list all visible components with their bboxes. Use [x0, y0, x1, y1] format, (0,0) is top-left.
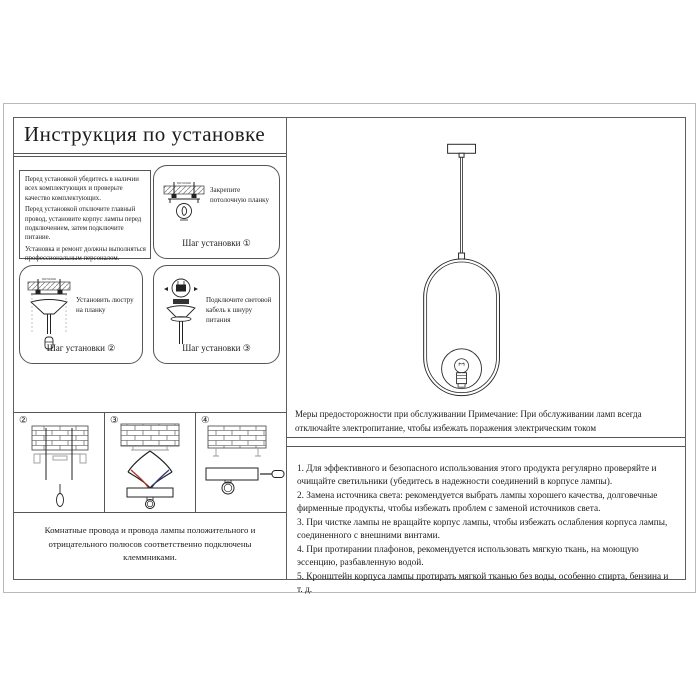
- right-panel: [287, 118, 685, 596]
- diagram-col-4: [196, 413, 286, 512]
- maintenance-list: [287, 446, 685, 596]
- intro-line: Установка и ремонт должны выполняться профессиональным персоналом.: [25, 245, 146, 262]
- svg-text:ПОТОЛОК: ПОТОЛОК: [176, 181, 192, 185]
- intro-line: Перед установкой отключите главный провод, установите корпус лампы перед подключением, затем подключите питание.: [25, 206, 142, 242]
- page-title: Инструкция по установке: [14, 118, 286, 154]
- content-frame: [13, 117, 686, 596]
- diagram-strip: [14, 412, 286, 513]
- intro-line: Перед установкой убедитесь в наличии всех комплектующих и проверьте качество комплектующих.: [25, 176, 139, 202]
- wiring-note: Комнатные провода и провода лампы положительного и отрицательного полюсов соответственно подключены клеммниками.: [44, 525, 256, 563]
- diagram-col-2: [14, 413, 105, 512]
- screwdriver-fix-diagram-icon: [196, 420, 286, 512]
- diagram-number: ②: [19, 416, 28, 426]
- step-label-1: Закрепите потолочную планку: [210, 186, 269, 204]
- page-frame: [3, 103, 696, 596]
- bracket-screws-diagram-icon: [16, 420, 102, 512]
- precaution-note: Меры предосторожности при обслуживании Примечание: При обслуживании ламп всегда отключайте электропитание, чтобы избежать поражения электрическим током: [287, 403, 685, 438]
- maintenance-item: 4. При протирании плафонов, рекомендуется использовать мягкую ткань, на моющую эссенцию, разбавленную водой.: [297, 544, 639, 569]
- maintenance-item: 3. При чистке лампы не вращайте корпус лампы, чтобы избежать ослабления корпуса лампы, соединенного с внешними винтами.: [297, 517, 668, 542]
- diagram-number: ③: [110, 416, 119, 426]
- wiring-diagram-icon: [107, 420, 193, 512]
- left-panel: [14, 118, 287, 579]
- maintenance-item: 5. Кронштейн корпуса лампы протирать мягкой тканью без воды, особенно спирта, бензина и т. д.: [297, 571, 669, 596]
- svg-text:ПОТОЛОК: ПОТОЛОК: [41, 277, 57, 281]
- step-caption-2: Шаг установки ②: [46, 343, 116, 353]
- title-divider: [14, 154, 286, 157]
- maintenance-item: 1. Для эффективного и безопасного использования этого продукта регулярно проверяйте и очищайте светильники (убедитесь в надежности соединений в корпусе лампы).: [297, 464, 657, 488]
- ceiling-bracket-icon: [162, 180, 208, 228]
- step-box-1: [153, 165, 280, 259]
- maintenance-item: 2. Замена источника света: рекомендуется выбрать лампы хорошего качества, долговечные фирменные продукты, чтобы избежать проблем с заменой источников света.: [297, 490, 658, 515]
- pendant-lamp-drawing: [287, 118, 686, 403]
- intro-note: [19, 170, 151, 262]
- diagram-number: ④: [201, 416, 210, 426]
- diagram-col-3: [105, 413, 196, 512]
- lamp-area: [287, 118, 685, 403]
- step-caption-1: Шаг установки ①: [182, 238, 251, 248]
- step-caption-3: Шаг установки ③: [182, 343, 251, 353]
- step-box-3: [153, 265, 280, 364]
- step-label-3: Подключите световой кабель к шнуру питания: [206, 296, 272, 324]
- step-box-2: [19, 265, 143, 364]
- step-label-2: Установить люстру на планку: [76, 296, 134, 314]
